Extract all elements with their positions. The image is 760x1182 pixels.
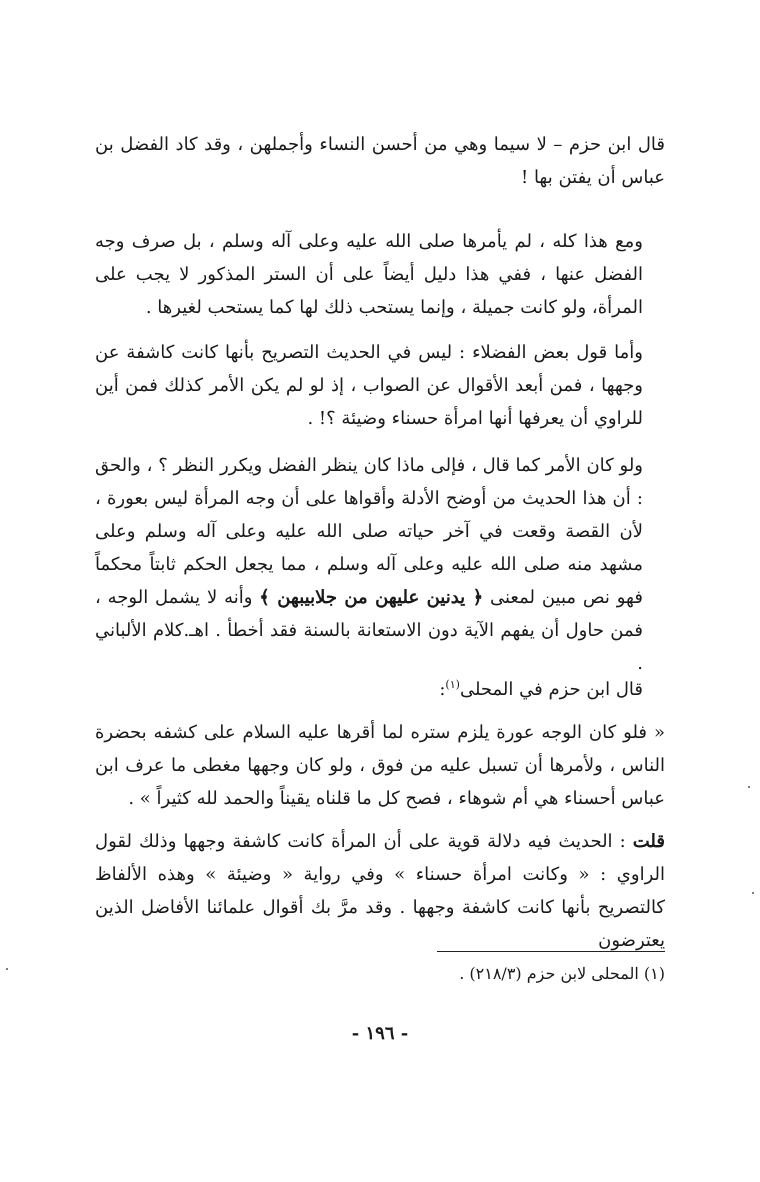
- page-number: - ١٩٦ -: [351, 1023, 409, 1044]
- paragraph-albani-text-after: وأنه لا يشمل الوجه ، فمن حاول أن يفهم الآية دون الاستعانة بالسنة فقد أخطأ . اهـ.كلام الألباني .: [95, 587, 643, 674]
- paragraph-al-muhalla-quote: « فلو كان الوجه عورة يلزم ستره لما أقرها عليه السلام على كشفه بحضرة الناس ، ولأمرها أن تسبل عليه من فوق ، ولو كان وجهها مغطى ما عرف ابن عباس أحسناء هي أم شوهاء ، فصح كل ما قلناه يقيناً والحمد لله كثيراً » .: [95, 722, 665, 809]
- quran-verse-quote: ﴿ يدنين عليهن من جلابيبهن ﴾: [259, 587, 484, 608]
- scan-speck: [6, 968, 8, 970]
- paragraph-al-muhalla-intro: [95, 668, 665, 706]
- author-comment-text: : الحديث فيه دلالة قوية على أن المرأة كانت كاشفة وجهها وذلك لقول الراوي : « وكانت امرأة حسناء » وفي رواية « وضيئة » وهذه الألفاظ كالتصريح بأنها كانت كاشفة وجهها . وقد مرَّ بك أقوال علمائنا الأفاضل الذين يعترضون: [95, 831, 665, 951]
- footnote-divider: [437, 951, 665, 952]
- paragraph-author-comment: [95, 825, 665, 957]
- footnote: (١) المحلى لابن حزم (٢١٨/٣) .: [459, 964, 665, 983]
- author-comment-lead: قلت: [632, 831, 665, 852]
- footnote-reference: (١): [445, 678, 460, 691]
- scan-speck: [748, 786, 750, 788]
- paragraph-no-command-to-cover: ومع هذا كله ، لم يأمرها صلى الله عليه وعلى آله وسلم ، بل صرف وجه الفضل عنها ، ففي هذا دليل أيضاً على أن الستر المذكور لا يجب على المرأة، ولو كانت جميلة ، وإنما يستحب ذلك لها كما يستحب لغيرها .: [95, 231, 643, 318]
- paragraph-ibn-hazm-quote-end: قال ابن حزم – لا سيما وهي من أحسن النساء وأجملهن ، وقد كاد الفضل بن عباس أن يفتن بها !: [95, 134, 665, 188]
- al-muhalla-intro-colon: :: [439, 679, 446, 700]
- paragraph-reply-to-scholars: وأما قول بعض الفضلاء : ليس في الحديث التصريح بأنها كانت كاشفة عن وجهها ، فمن أبعد الأقوال عن الصواب ، إذ لو لم يكن الأمر كذلك فمن أين للراوي أن يعرفها أنها امرأة حسناء وضيئة ؟! .: [95, 342, 643, 429]
- al-muhalla-intro-text: قال ابن حزم في المحلى: [459, 679, 643, 700]
- book-page: [95, 128, 665, 1178]
- paragraph-albani-conclusion: [95, 449, 665, 680]
- paragraph-albani-text-before: ولو كان الأمر كما قال ، فإلى ماذا كان ينظر الفضل ويكرر النظر ؟ ، والحق : أن هذا الحديث من أوضح الأدلة وأقواها على أن وجه المرأة ليس بعورة ، لأن القصة وقعت في آخر حياته صلى الله عليه وعلى آله وسلم وعلى مشهد منه صلى الله عليه وعلى آله وسلم ، مما يجعل الحكم ثابتاً محكماً فهو نص مبين لمعنى: [95, 455, 643, 608]
- scan-speck: [752, 892, 754, 894]
